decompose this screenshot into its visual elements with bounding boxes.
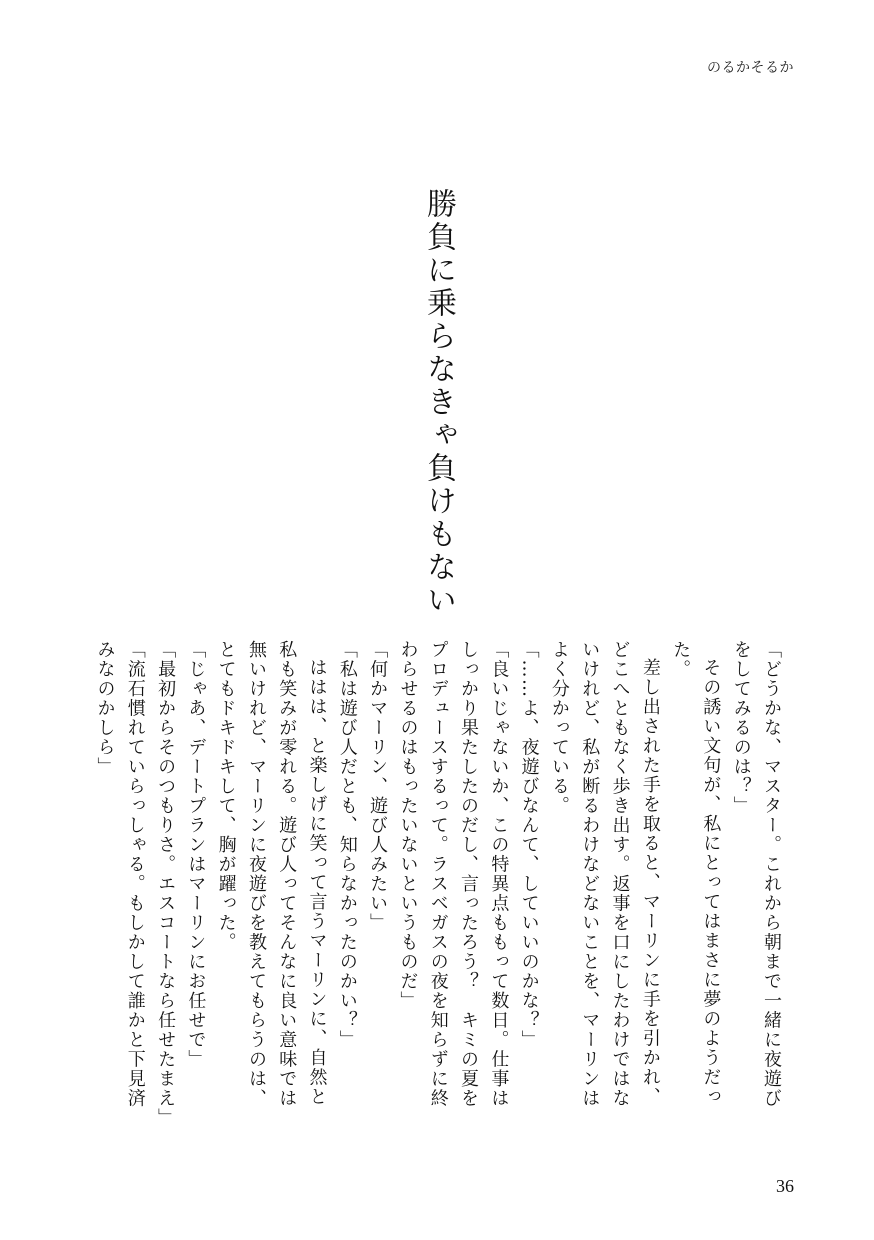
- chapter-title: 勝負に乗らなきゃ負けもない: [421, 188, 456, 617]
- paragraph: その誘い文句が、私にとってはまさに夢のようだった。: [670, 640, 722, 1107]
- paragraph: 「私は遊び人だとも、知らなかったのかい？」: [336, 640, 358, 1050]
- paragraph: 「何かマーリン、遊び人みたい」: [367, 640, 389, 933]
- paragraph: 差し出された手を取ると、マーリンに手を引かれ、どこへともなく歩き出す。返事を口にしたわけではないけれど、私が断るわけなどないことを、マーリンはよく分かっている。: [548, 640, 661, 1108]
- paragraph: 「どうかな、マスター。これから朝まで一緒に夜遊びをしてみるのは？」: [730, 640, 782, 1108]
- paragraph: 「じゃあ、デートプランはマーリンにお任せで」: [185, 640, 207, 1069]
- paragraph: 「……よ、夜遊びなんて、していいのかな？」: [518, 640, 540, 1050]
- running-head: のるかそるか: [707, 60, 794, 76]
- paragraph: 「良いじゃないか、この特異点ももって数日。仕事はしっかり果たしたのだし、言ったろう？ キミの夏をプロデュースするって。ラスベガスの夜を知らずに終わらせるのはもったいないというものだ」: [397, 640, 510, 1108]
- body-text: [89, 640, 786, 1128]
- paragraph: ははは、と楽しげに笑って言うマーリンに、自然と私も笑みが零れる。遊び人ってそんなに良い意味では無いけれど、マーリンに夜遊びを教えてもらうのは、とてもドキドキして、胸が躍った。: [215, 640, 328, 1108]
- page-number: 36: [776, 1176, 794, 1196]
- paragraph: 「流石慣れていらっしゃる。もしかして誰かと下見済みなのかしら」: [94, 640, 146, 1108]
- paragraph: 「最初からそのつもりさ。エスコートなら任せたまえ」: [155, 640, 177, 1128]
